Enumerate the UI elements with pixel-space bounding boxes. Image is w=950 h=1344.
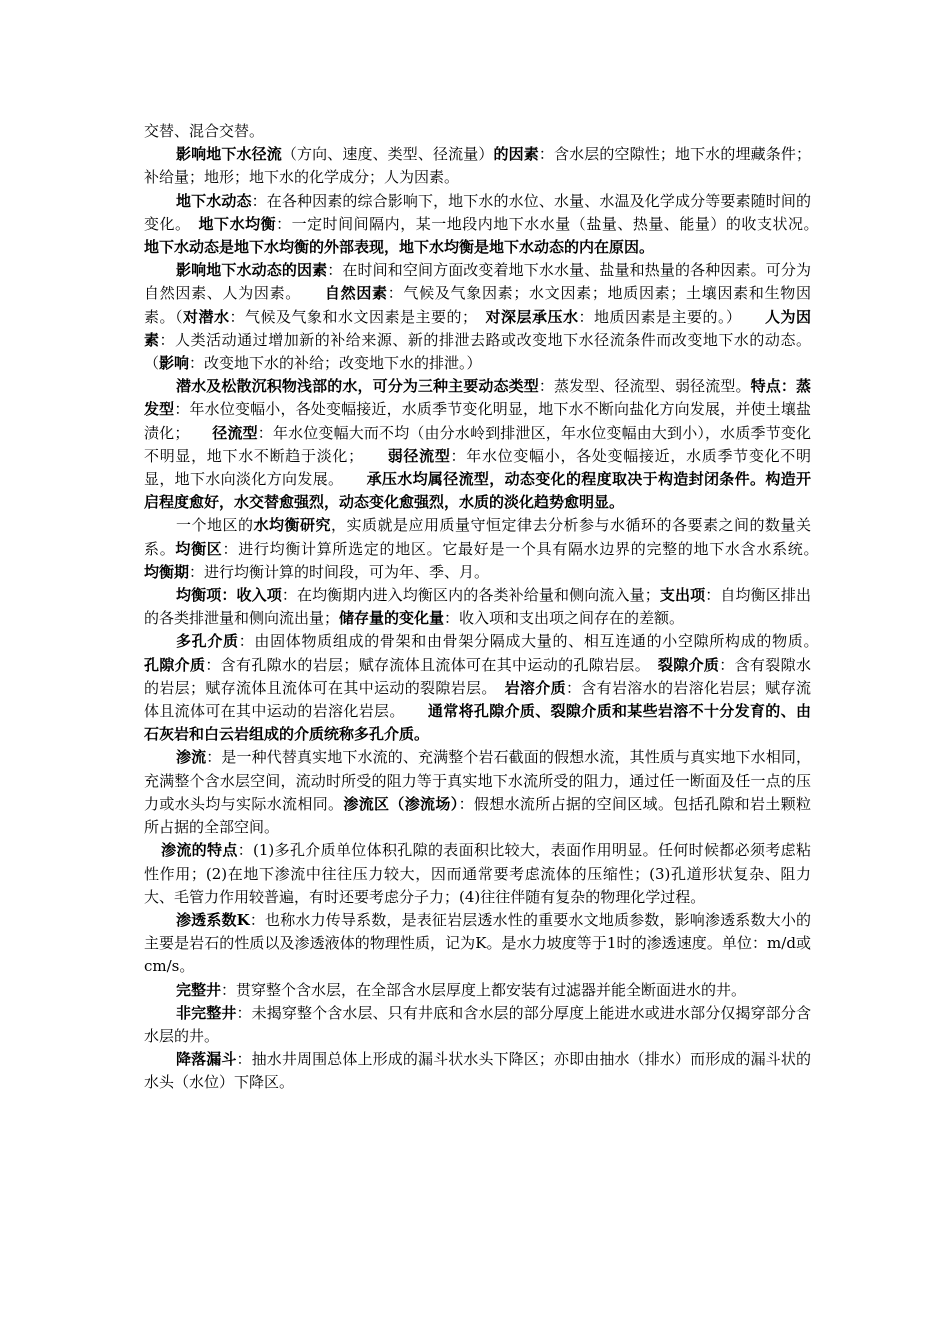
bold-term: 渗透系数K	[176, 910, 250, 929]
body-text: ：含有孔隙水的岩层；赋存流体且流体可在其中运动的孔隙岩层。	[205, 655, 658, 674]
paragraph	[144, 746, 811, 839]
bold-term: 储存量的变化量	[339, 609, 445, 628]
body-text: ：收入项和支出项之间存在的差额。	[444, 609, 685, 628]
bold-term: 影响	[159, 354, 190, 373]
bold-term: 完整井	[176, 980, 222, 999]
body-text: ：是一种代替真实地下水流的、充满整个岩石截面的假想水流，其性质与真实地下水相同，充满整个含水层空间，流动时所受的阻力等于真实地下水流所受的阻力，通过任一断面及任一点的压力或水头均与实际水流相同。	[144, 748, 811, 813]
bold-term: 通常将孔隙介质、裂隙介质和某些岩溶不十分发育的、由石灰岩和白云岩组成的介质统称多孔介质。	[144, 702, 811, 744]
paragraph	[144, 120, 811, 143]
body-text: ：气候及气象因素；水文因素；地质因素；土壤因素和生物因素。（	[144, 284, 811, 326]
body-text: （方向、速度、类型、径流量）	[281, 145, 494, 164]
body-text: ：(1)多孔介质单位体积孔隙的表面积比较大，表面作用明显。任何时候都必须考虑粘性作用；(2)在地下渗流中往往压力较大，因而通常要考虑流体的压缩性；(3)孔道形状复杂、阻力大、毛管力作用较普遍，有时还要考虑分子力；(4)往往伴随有复杂的物理化学过程。	[144, 841, 811, 906]
paragraph	[144, 979, 811, 1002]
body-text: ：在时间和空间方面改变着地下水水量、盐量和热量的各种因素。可分为自然因素、人为因素。	[144, 261, 811, 303]
bold-term: 均衡期	[144, 562, 190, 581]
paragraph	[144, 909, 811, 979]
bold-term: 均衡项：收入项	[176, 586, 282, 605]
bold-term: 地下水均衡	[198, 214, 277, 233]
body-text: ：含有岩溶水的岩溶化岩层；赋存流体且流体可在其中运动的岩溶化岩层。	[144, 678, 811, 721]
body-text: ：年水位变幅小，各处变幅接近，水质季节变化不明显，地下水向淡化方向发展。	[144, 446, 811, 489]
body-text: ：自均衡区排出的各类排泄量和侧向流出量；	[144, 586, 811, 628]
body-text: ：含有裂隙水的岩层；赋存流体且流体可在其中运动的裂隙岩层。	[144, 655, 811, 697]
bold-term: 弱径流型	[387, 446, 451, 465]
body-text: ：抽水井周围总体上形成的漏斗状水头下降区；亦即由抽水（排水）而形成的漏斗状的水头（水位）下降区。	[144, 1050, 811, 1092]
bold-term: 人为因素	[144, 307, 811, 349]
bold-term: 裂隙介质	[657, 655, 720, 674]
bold-term: 影响地下水径流	[176, 145, 282, 164]
body-text: ：在均衡期内进入均衡区内的各类补给量和侧向流入量；	[281, 586, 660, 605]
body-text: 交替、混合交替。	[144, 122, 265, 140]
body-text: ：人类活动通过增加新的补给来源、新的排泄去路或改变地下水径流条件而改变地下水的动态。（	[144, 330, 811, 373]
body-text: ：进行均衡计算所选定的地区。它最好是一个具有隔水边界的完整的地下水含水系统。	[222, 539, 841, 558]
bold-term: 自然因素	[324, 284, 388, 303]
document-page	[144, 120, 841, 1095]
bold-term: 的因素	[493, 145, 539, 164]
bold-term: 特点：蒸发型	[144, 377, 811, 419]
paragraph	[144, 143, 811, 189]
body-text: ：在各种因素的综合影响下，地下水的水位、水量、水温及化学成分等要素随时间的变化。	[144, 191, 811, 233]
bold-term: 潜水及松散沉积物浅部的水，可分为三种主要动态类型	[176, 377, 539, 396]
bold-term: 承压水均属径流型，动态变化的程度取决于构造封闭条件。构造开启程度愈好，水交替愈强烈，动态变化愈强烈，水质的淡化趋势愈明显。	[144, 470, 811, 512]
paragraph	[144, 375, 811, 514]
bold-term: 对深层承压水	[485, 307, 579, 326]
body-text: 一个地区的	[176, 516, 254, 535]
body-text: ：贯穿整个含水层，在全部含水层厚度上都安装有过滤器并能全断面进水的井。	[221, 980, 747, 999]
paragraph	[144, 630, 826, 746]
bold-term: 影响地下水动态的因素	[176, 261, 328, 280]
paragraph	[144, 514, 841, 584]
paragraph	[144, 839, 811, 909]
bold-term: 渗流	[176, 748, 207, 767]
bold-term: 渗流区（渗流场）	[343, 794, 459, 813]
bold-term: 支出项	[659, 586, 706, 605]
bold-term: 多孔介质	[176, 632, 239, 651]
bold-term: 径流型	[212, 423, 258, 442]
body-text: ：进行均衡计算的时间段，可为年、季、月。	[189, 562, 490, 581]
body-text: ：年水位变幅大而不均（由分水岭到排泄区，年水位变幅由大到小），水质季节变化不明显，地下水不断趋于淡化；	[144, 423, 811, 465]
body-text: ，实质就是应用质量守恒定律去分析参与水循环的各要素之间的数量关系。	[144, 516, 811, 558]
bold-term: 孔隙介质	[144, 655, 206, 674]
bold-term: 降落漏斗	[176, 1050, 237, 1069]
bold-term: 地下水动态	[176, 191, 252, 210]
body-text: ：一定时间间隔内，某一地段内地下水水量（盐量、热量、能量）的收支状况。	[276, 214, 826, 233]
bold-term: 均衡区	[175, 539, 223, 558]
body-text: ：改变地下水的补给；改变地下水的排泄。）	[189, 354, 482, 373]
paragraph	[144, 190, 826, 260]
paragraph	[144, 1002, 811, 1048]
bold-term: 地下水动态是地下水均衡的外部表现，地下水均衡是地下水动态的内在原因。	[144, 238, 655, 257]
body-text: ：年水位变幅小，各处变幅接近，水质季节变化明显，地下水不断向盐化方向发展，并使土壤盐渍化；	[144, 400, 811, 442]
body-text: ：未揭穿整个含水层、只有井底和含水层的部分厚度上能进水或进水部分仅揭穿部分含水层的井。	[144, 1003, 811, 1045]
body-text: ：气候及气象和水文因素是主要的；	[229, 307, 486, 326]
bold-term: 渗流的特点	[161, 841, 238, 860]
body-text: ：含水层的空隙性；地下水的埋藏条件；补给量；地形；地下水的化学成分；人为因素。	[144, 145, 811, 187]
bold-term: 岩溶介质	[504, 678, 566, 697]
body-text: ：由固体物质组成的骨架和由骨架分隔成大量的、相互连通的小空隙所构成的物质。	[238, 632, 826, 651]
bold-term: 对潜水	[183, 307, 230, 326]
paragraph	[144, 1048, 811, 1094]
body-text: ：假想水流所占据的空间区域。包括孔隙和岩土颗粒所占据的全部空间。	[144, 794, 811, 837]
body-text: ：地质因素是主要的。）	[578, 307, 765, 326]
body-text: ：也称水力传导系数，是表征岩层透水性的重要水文地质参数，影响渗透系数大小的主要是岩石的性质以及渗透液体的物理性质，记为K。是水力坡度等于1时的渗透速度。单位：m/d或cm/s。	[144, 910, 811, 976]
bold-term: 非完整井	[176, 1003, 237, 1022]
bold-term: 水均衡研究	[253, 516, 331, 535]
paragraph	[144, 584, 811, 630]
paragraph	[144, 259, 811, 375]
body-text: ：蒸发型、径流型、弱径流型。	[538, 377, 751, 396]
